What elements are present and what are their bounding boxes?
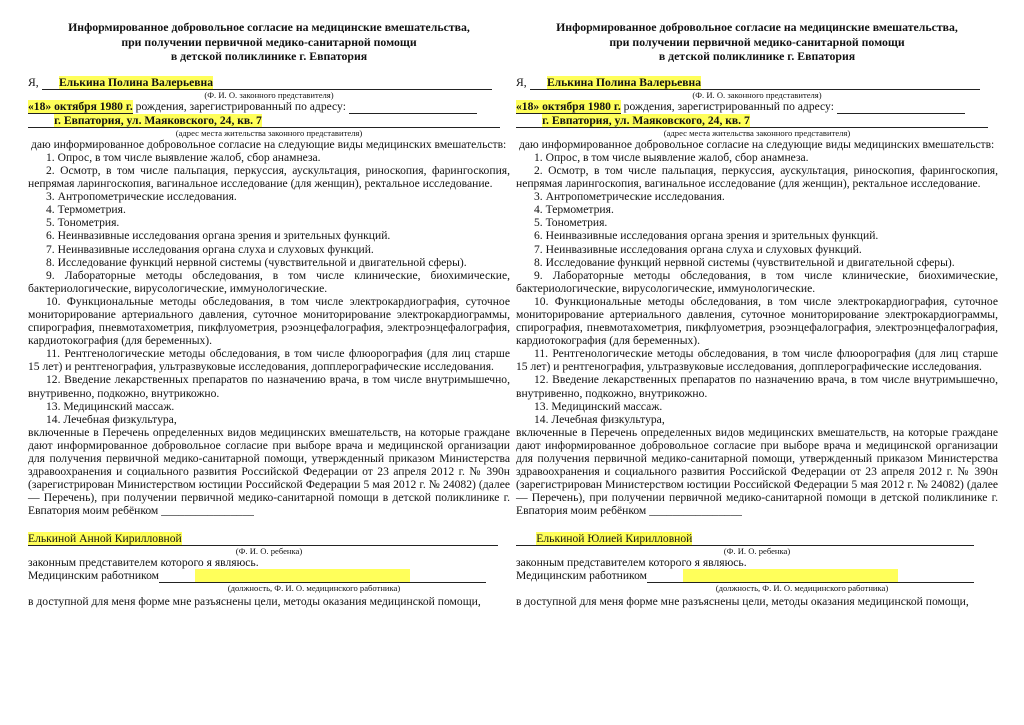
last-line: в доступной для меня форме мне разъяснены цели, методы оказания медицинской помощи, [28,594,481,608]
med-worker-line [28,569,510,583]
consent-form-left [28,20,510,608]
med-worker-blank-2 [410,569,486,583]
address-caption: (адрес места жительства законного представителя) [663,127,851,138]
list-item: 9. Лабораторные методы обследования, в том числе клинические, биохимические, бактериологические, вирусологические, иммунологические. [516,268,998,295]
med-worker-label: Медицинским работником [28,568,160,582]
list-item: 7. Неинвазивные исследования органа слуха и слуховых функций. [534,242,862,256]
list-item: 4. Термометрия. [534,203,614,217]
birth-date-value: «18» октября 1980 г. [28,99,133,113]
consent-form-right [516,20,998,608]
birth-line [516,100,998,114]
child-name-value: Елькиной Юлией Кирилловной [536,531,693,545]
list-item: 5. Тонометрия. [46,216,120,230]
list-item: 9. Лабораторные методы обследования, в том числе клинические, биохимические, бактериологические, вирусологические, иммунологические. [28,268,510,295]
ya-label: Я, [28,75,39,89]
child-name-field [28,532,498,546]
list-item: 4. Термометрия. [46,203,126,217]
birth-date-value: «18» октября 1980 г. [516,99,621,113]
list-item: 2. Осмотр, в том числе пальпация, перкуссия, аускультация, риноскопия, фарингоскопия, непрямая ларингоскопия, вагинальное исследование (для женщин), ректальное исследование. [516,163,998,191]
parent-name-caption: (Ф. И. О. законного представителя) [692,89,822,100]
parent-name-field [42,76,492,90]
list-item: 11. Рентгенологические методы обследования, в том числе флюорография (для лиц старше 15 лет) и рентгенография, ультразвуковые исследования, допплерографические исследования. [28,347,510,374]
form-title [28,20,510,64]
child-name-value: Елькиной Анной Кирилловной [28,531,182,545]
list-item: 7. Неинвазивные исследования органа слуха и слуховых функций. [46,242,374,256]
consent-intro: даю информированное добровольное согласие на следующие виды медицинских вмешательств: [31,137,507,151]
perechen-paragraph: включенные в Перечень определенных видов медицинских вмешательств, на которые граждане дают информированное добровольное согласие при выборе врача и медицинской организации для получения первичной медико-санитарной помощи, утвержденный приказом Министерства здравоохранения и социального развития Российской Федерации от 23 апреля 2012 г. № 390н (зарегистрирован Министерством юстиции Российской Федерации 5 мая 2012 г. № 24082) (далее — Перечень), при получении первичной медико-санитарной помощи в детской поликлинике г. Евпатория моим ребёнком ________________ [516,425,998,518]
title-line-1: Информированное добровольное согласие на медицинские вмешательства, [68,20,470,34]
parent-name-line [516,76,998,90]
form-title [516,20,998,64]
list-item: 13. Медицинский массаж. [534,399,663,413]
list-item: 3. Антропометрические исследования. [534,190,725,204]
list-item: 2. Осмотр, в том числе пальпация, перкуссия, аускультация, риноскопия, фарингоскопия, непрямая ларингоскопия, вагинальное исследование (для женщин), ректальное исследование. [28,163,510,191]
parent-name-line [28,76,510,90]
consent-intro: даю информированное добровольное согласие на следующие виды медицинских вмешательств: [519,137,995,151]
child-name-field [516,532,974,546]
child-name-caption: (Ф. И. О. ребенка) [723,545,791,556]
list-item: 10. Функциональные методы обследования, в том числе электрокардиография, суточное мониторирование артериального давления, суточное мониторирование электрокардиограммы, спирография, пневмотахометрия, пикфлуометрия, рэоэнцефалография, электроэнцефалография, кардиотокография (для беременных). [28,294,510,348]
list-item: 12. Введение лекарственных препаратов по назначению врача, в том числе внутримышечно, внутривенно, подкожно, внутрикожно. [28,373,510,400]
address-caption: (адрес места жительства законного представителя) [175,127,363,138]
list-item: 5. Тонометрия. [534,216,608,230]
title-line-1: Информированное добровольное согласие на медицинские вмешательства, [556,20,958,34]
child-name-line [28,532,510,546]
list-item: 8. Исследование функций нервной системы (чувствительной и двигательной сферы). [534,255,955,269]
title-line-3: в детской поликлинике г. Евпатория [170,49,368,63]
birth-line-blank [349,100,477,114]
list-item: 14. Лечебная физкультура, [534,412,665,426]
address-field [516,114,988,128]
child-name-line [516,532,998,546]
med-worker-blank-1 [159,569,195,583]
med-worker-caption: (должность, Ф. И. О. медицинского работника) [227,582,401,593]
title-line-2: при получении первичной медико-санитарной помощи [121,34,417,49]
address-field [28,114,500,128]
parent-name-field [530,76,980,90]
med-worker-line [516,569,998,583]
legal-rep-text: законным представителем которого я являюсь. [516,555,747,569]
list-item: 3. Антропометрические исследования. [46,190,237,204]
child-name-caption: (Ф. И. О. ребенка) [235,545,303,556]
med-worker-field [683,569,898,583]
parent-name-value: Елькина Полина Валерьевна [546,75,702,89]
parent-name-caption: (Ф. И. О. законного представителя) [204,89,334,100]
last-line: в доступной для меня форме мне разъяснены цели, методы оказания медицинской помощи, [516,594,969,608]
list-item: 11. Рентгенологические методы обследования, в том числе флюорография (для лиц старше 15 лет) и рентгенография, ультразвуковые исследования, допплерографические исследования. [516,347,998,374]
address-line [516,114,998,128]
address-value: г. Евпатория, ул. Маяковского, 24, кв. 7 [54,113,262,127]
med-worker-caption: (должность, Ф. И. О. медицинского работника) [715,582,889,593]
ya-label: Я, [516,75,527,89]
perechen-paragraph: включенные в Перечень определенных видов медицинских вмешательств, на которые граждане дают информированное добровольное согласие при выборе врача и медицинской организации для получения первичной медико-санитарной помощи, утвержденный приказом Министерства здравоохранения и социального развития Российской Федерации от 23 апреля 2012 г. № 390н (зарегистрирован Министерством юстиции Российской Федерации 5 мая 2012 г. № 24082) (далее — Перечень), при получении первичной медико-санитарной помощи в детской поликлинике г. Евпатория моим ребёнком ________________ [28,425,510,518]
list-item: 1. Опрос, в том числе выявление жалоб, сбор анамнеза. [46,150,321,164]
list-item: 10. Функциональные методы обследования, в том числе электрокардиография, суточное мониторирование артериального давления, суточное мониторирование электрокардиограммы, спирография, пневмотахометрия, пикфлуометрия, рэоэнцефалография, электроэнцефалография, кардиотокография (для беременных). [516,294,998,348]
title-line-2: при получении первичной медико-санитарной помощи [609,34,905,49]
list-item: 14. Лечебная физкультура, [46,412,177,426]
birth-text: рождения, зарегистрированный по адресу: [135,99,346,113]
list-item: 6. Неинвазивные исследования органа зрения и зрительных функций. [534,229,879,243]
title-line-3: в детской поликлинике г. Евпатория [658,49,856,63]
address-line [28,114,510,128]
med-worker-blank-1 [647,569,683,583]
list-item: 8. Исследование функций нервной системы (чувствительной и двигательной сферы). [46,255,467,269]
birth-text: рождения, зарегистрированный по адресу: [623,99,834,113]
parent-name-value: Елькина Полина Валерьевна [58,75,214,89]
med-worker-label: Медицинским работником [516,568,648,582]
address-value: г. Евпатория, ул. Маяковского, 24, кв. 7 [542,113,750,127]
med-worker-field [195,569,410,583]
med-worker-blank-2 [898,569,974,583]
legal-rep-text: законным представителем которого я являюсь. [28,555,259,569]
birth-line [28,100,510,114]
list-item: 1. Опрос, в том числе выявление жалоб, сбор анамнеза. [534,150,809,164]
list-item: 13. Медицинский массаж. [46,399,175,413]
list-item: 12. Введение лекарственных препаратов по назначению врача, в том числе внутримышечно, внутривенно, подкожно, внутрикожно. [516,373,998,400]
birth-line-blank [837,100,965,114]
list-item: 6. Неинвазивные исследования органа зрения и зрительных функций. [46,229,391,243]
